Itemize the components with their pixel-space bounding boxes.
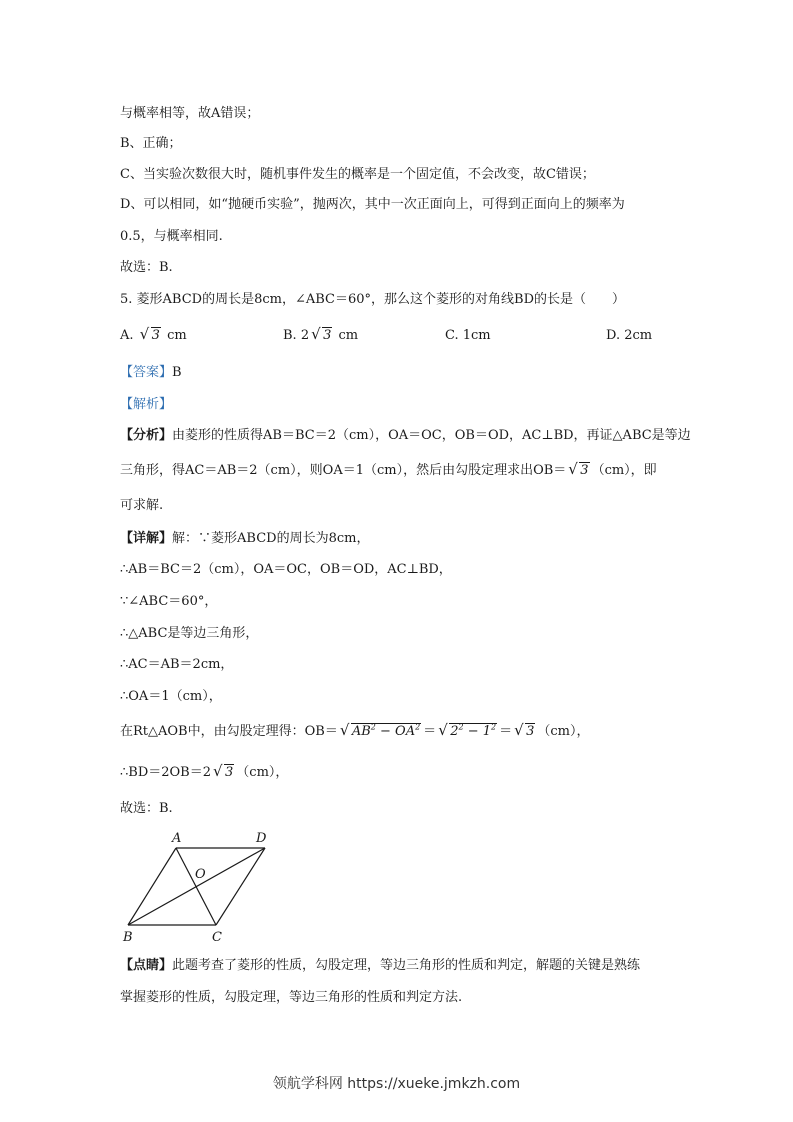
exponent: 2 [491,722,497,732]
option-unit: cm [167,328,187,343]
vertex-label-a: A [172,831,182,846]
sqrt-sign [514,723,535,741]
text-line: 与概率相等，故A错误； [120,106,260,121]
xiangjie-text: 解：∵菱形ABCD的周长为8cm， [172,531,370,546]
radicand: 3 [580,463,589,478]
side-ba [128,848,176,925]
radicand: 3 [225,765,234,780]
exponent: 2 [370,722,376,732]
answer-line [120,364,182,382]
vertex-label-o: O [195,867,206,882]
side-dc [216,848,265,925]
sqrt-sign [213,764,234,782]
xiangjie-line-9: 故选：B. [120,801,173,816]
answer-value: B [172,365,182,380]
radicand-part: 2 [450,724,459,739]
option-unit: cm [338,328,359,343]
radicand-part: AB [351,724,371,739]
exponent: 2 [458,722,464,732]
radicand: 3 [526,724,535,739]
analysis-label: 【解析】 [120,397,173,412]
equals-sign: ＝ [423,724,437,739]
fenxi-line-3: 可求解. [120,498,164,513]
xiangjie-line-2: ∴AB＝BC＝2（cm），OA＝OC，OB＝OD，AC⊥BD， [120,562,452,577]
radicand [351,723,421,739]
xiangjie-line-3: ∵∠ABC＝60°， [120,594,218,609]
page-footer: 领航学科网 https://xueke.jmkzh.com [272,1076,521,1092]
xiangjie-line-6: ∴OA＝1（cm）， [120,689,222,704]
sqrt-sign [311,327,332,345]
option-coef: 2 [300,328,310,343]
sqrt-sign [140,327,161,345]
xiangjie-line-4: ∴△ABC是等边三角形， [120,626,259,641]
option-label: A. [120,328,134,343]
option-c: C. 1cm [445,328,491,343]
xiangjie-line-7 [120,723,590,741]
radicand: 3 [151,328,160,343]
question-5: 5. 菱形ABCD的周长是8cm，∠ABC＝60°，那么这个菱形的对角线BD的长是（ ） [120,292,626,307]
fenxi-line-2 [120,462,657,480]
text-line: C、当实验次数很大时，随机事件发生的概率是一个固定值，不会改变，故C错误； [120,167,595,182]
option-d: D. 2cm [606,328,653,343]
rhombus-figure [115,826,285,946]
text-line: D、可以相同，如“抛硬币实验”，抛两次，其中一次正面向上，可得到正面向上的频率为 [120,197,625,212]
dianjing-tag: 【点睛】 [120,958,173,973]
text-line: 0.5，与概率相同. [120,229,223,244]
xiangjie-line-1 [120,530,369,548]
sqrt-sign [568,462,589,480]
vertex-label-b: B [123,930,133,945]
sqrt-sign [438,723,497,741]
radicand: 3 [323,328,332,343]
vertex-label-c: C [212,930,222,945]
xiangjie-line-8 [120,764,288,782]
xiangjie-line-5: ∴AC＝AB＝2cm， [120,657,234,672]
text-line: 故选：B. [120,260,173,275]
dianjing-line-2: 掌握菱形的性质，勾股定理，等边三角形的性质和判定方法. [120,990,463,1005]
option-label: B. [283,328,297,343]
text-line: B、正确； [120,136,182,151]
analysis-tag [120,396,172,414]
sqrt-sign [340,723,421,741]
fenxi-line-1 [120,427,691,445]
radicand-part: − 1 [463,724,491,739]
vertex-label-d: D [256,831,267,846]
xiangjie-text: 在Rt△AOB中，由勾股定理得：OB＝ [120,724,338,739]
dianjing-text: 此题考查了菱形的性质，勾股定理，等边三角形的性质和判定，解题的关键是熟练 [172,958,641,973]
radicand [449,723,497,739]
xiangjie-text: （cm）， [537,724,590,739]
xiangjie-text: ∴BD＝2OB＝2 [120,765,212,780]
xiangjie-tag: 【详解】 [120,531,173,546]
option-b [283,327,358,345]
equals-sign: ＝ [499,724,513,739]
answer-tag: 【答案】 [120,365,173,380]
radicand-part: − OA [375,724,416,739]
fenxi-text: （cm），即 [591,463,657,478]
fenxi-tag: 【分析】 [120,428,173,443]
option-a [120,327,187,345]
fenxi-text: 三角形，得AC＝AB＝2（cm），则OA＝1（cm），然后由勾股定理求出OB＝ [120,463,567,478]
fenxi-text: 由菱形的性质得AB＝BC＝2（cm），OA＝OC，OB＝OD，AC⊥BD，再证△ABC是等边 [172,428,691,443]
exponent: 2 [415,722,421,732]
xiangjie-text: （cm）， [236,765,289,780]
diagonal-ac [176,848,216,925]
dianjing-line-1 [120,957,640,975]
